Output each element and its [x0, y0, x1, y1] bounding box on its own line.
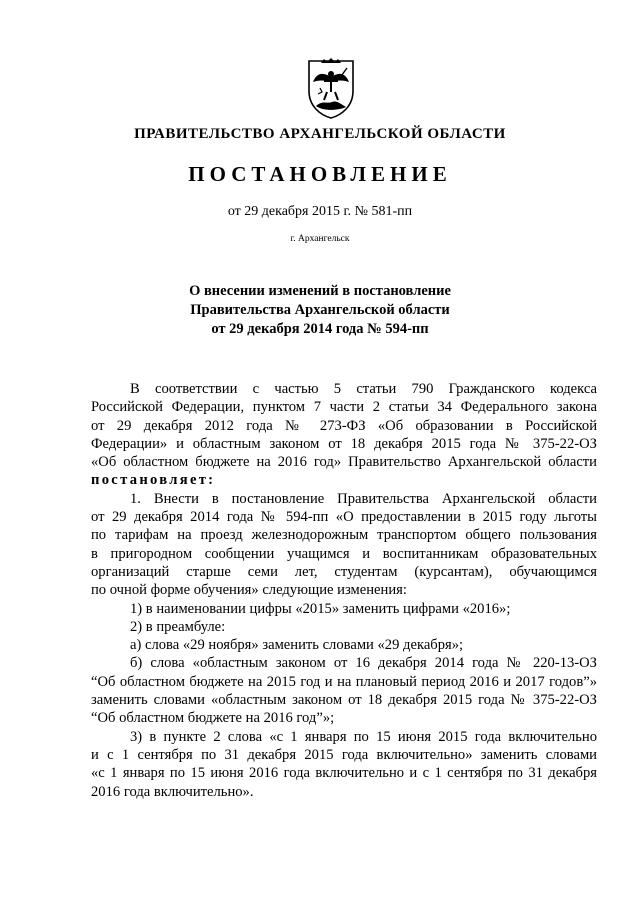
intro-line: «Об областном бюджете на 2016 год» Правительство Архангельской области	[91, 454, 597, 471]
intro-line: от 29 декабря 2012 года № 273-ФЗ «Об образовании в Российской	[91, 417, 597, 434]
subitem-2: 2) в преамбуле:	[130, 618, 226, 635]
title-line: от 29 декабря 2014 года № 594-пп	[211, 321, 429, 337]
document-title	[0, 282, 640, 339]
document-body	[91, 380, 597, 801]
title-line: Правительства Архангельской области	[190, 302, 450, 318]
subitem-3-line: 2016 года включительно».	[91, 783, 254, 800]
subitem-2a: а) слова «29 ноября» заменить словами «29 декабря»;	[130, 637, 464, 654]
government-name: ПРАВИТЕЛЬСТВО АРХАНГЕЛЬСКОЙ ОБЛАСТИ	[134, 126, 506, 142]
document-type: ПОСТАНОВЛЕНИЕ	[188, 162, 452, 186]
subitem-2b-line: “Об областном бюджете на 2016 год”»;	[91, 710, 335, 727]
title-line: О внесении изменений в постановление	[189, 283, 451, 299]
item1-line: 1. Внести в постановление Правительства Архангельской области	[130, 490, 597, 507]
item1-line: от 29 декабря 2014 года № 594-пп «О предоставлении в 2015 году льготы	[91, 509, 597, 526]
subitem-2b-line: заменить словами «областным законом от 18 декабря 2015 года № 375-22-ОЗ	[91, 692, 597, 709]
document-city: г. Архангельск	[290, 234, 350, 244]
item1-line: в пригородном сообщении учащимся и воспитанникам образовательных	[91, 545, 597, 562]
item1-line: по тарифам на проезд железнодорожным транспортом общего пользования	[91, 527, 597, 544]
item1-line: организаций старше семи лет, студентам (курсантам), обучающимся	[91, 563, 597, 580]
document-date-number: от 29 декабря 2015 г. № 581-пп	[227, 204, 413, 219]
intro-line: Российской Федерации, пунктом 7 части 2 статьи 34 Федерального закона	[91, 399, 597, 416]
item1-line: по очной форме обучения» следующие изменения:	[91, 582, 407, 599]
subitem-3-line: 3) в пункте 2 слова «с 1 января по 15 июня 2015 года включительно	[130, 728, 597, 745]
subitem-2b-line: “Об областном бюджете на 2015 год и на плановый период 2016 и 2017 годов”»	[91, 673, 597, 690]
intro-line: Федерации» и областным законом от 18 декабря 2015 года № 375-22-ОЗ	[91, 435, 597, 452]
coat-of-arms-icon	[306, 58, 356, 120]
intro-line: В соответствии с частью 5 статьи 790 Гражданского кодекса	[130, 381, 597, 397]
subitem-3-line: и с 1 сентября по 31 декабря 2015 года включительно» заменить словами	[91, 746, 597, 763]
resolves-word: постановляет:	[91, 472, 216, 489]
subitem-3-line: «с 1 января по 15 июня 2016 года включительно и с 1 сентября по 31 декабря	[91, 765, 597, 782]
subitem-1: 1) в наименовании цифры «2015» заменить цифрами «2016»;	[130, 600, 511, 617]
subitem-2b-line: б) слова «областным законом от 16 декабря 2014 года № 220-13-ОЗ	[130, 655, 597, 672]
